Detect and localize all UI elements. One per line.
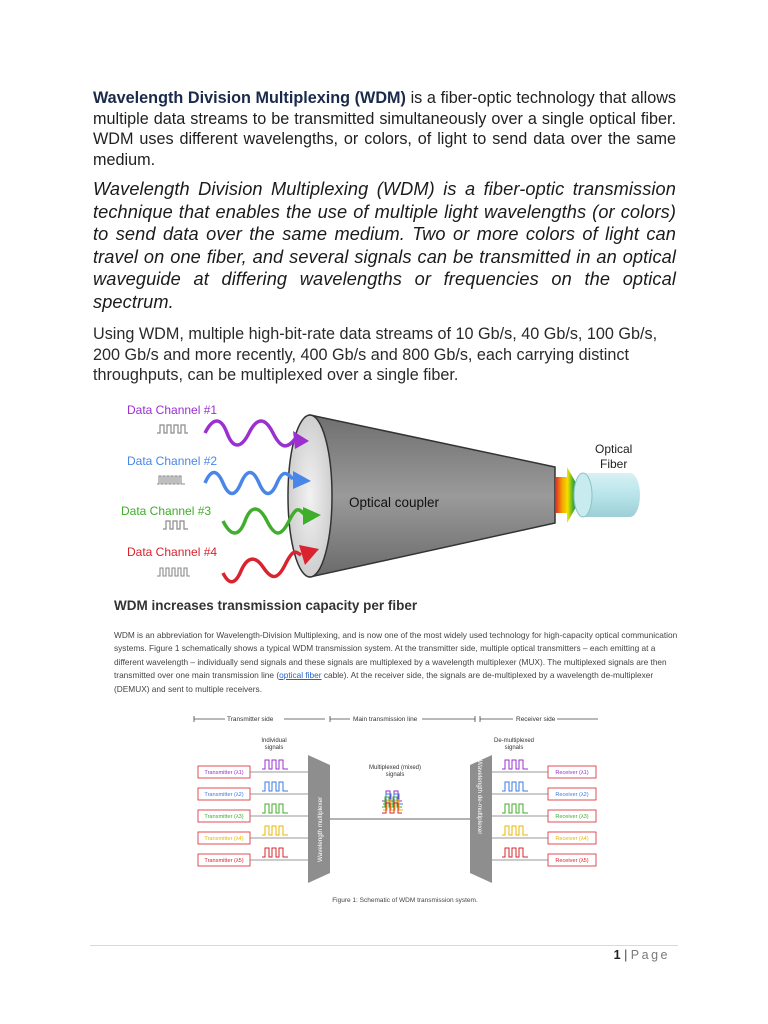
- channel-4: [127, 545, 319, 582]
- channel-2: [127, 454, 311, 494]
- mux-label: Wavelength multiplexer: [317, 796, 324, 862]
- mixed-signals-2: signals: [385, 772, 405, 778]
- transmitter-label-5: Transmitter (λ5): [204, 858, 244, 864]
- channel-2-wave: [205, 473, 293, 494]
- rx-signal-4: [502, 826, 528, 835]
- individual-signals-2: signals: [264, 745, 284, 751]
- individual-signals-1: Individual: [261, 738, 287, 744]
- demux-signals-1: De-multiplexed: [493, 738, 535, 744]
- tx-signal-5: [262, 848, 288, 857]
- intro-term: Wavelength Division Multiplexing (WDM): [93, 89, 406, 107]
- mixed-signals-1: Multiplexed (mixed): [368, 765, 422, 771]
- tx-signal-3: [262, 804, 288, 813]
- optical-fiber-link[interactable]: optical fiber: [279, 670, 322, 681]
- rx-signal-1: [502, 760, 528, 769]
- rx-signal-3: [502, 804, 528, 813]
- receiver-label-2: Receiver (λ2): [555, 792, 589, 798]
- transmitter-label-4: Transmitter (λ4): [204, 836, 244, 842]
- receiver-label-1: Receiver (λ1): [555, 770, 589, 776]
- rx-signal-5: [502, 848, 528, 857]
- receiver-label-3: Receiver (λ3): [555, 814, 589, 820]
- fiber-label-2: Fiber: [600, 457, 628, 471]
- figure-caption: Figure 1: Schematic of WDM transmission system.: [332, 897, 478, 904]
- channel-2-pulses: [157, 476, 185, 484]
- mixed-signal-glyph: [382, 791, 403, 813]
- receiver-label-5: Receiver (λ5): [555, 858, 589, 864]
- channel-2-label: Data Channel #2: [127, 454, 218, 468]
- channel-4-wave: [223, 552, 301, 582]
- intro-text: is a fiber-optic technology that allows multiple data streams to be transmitted simultaneously over a single optical fiber. WDM uses different wavelengths, or colors, of light to send data over the same medium.: [93, 89, 676, 169]
- tx-signal-1: [262, 760, 288, 769]
- page-number: 1: [613, 948, 621, 962]
- wdm-section-heading: WDM increases transmission capacity per fiber: [114, 598, 418, 613]
- transmitter-label-3: Transmitter (λ3): [204, 814, 244, 820]
- wdm-body-part1: WDM is an abbreviation for Wavelength-Division Multiplexing, and is now one of the most widely used technology for high-capacity optical communication systems. Figure 1 schematically shows a typical WDM transmission system. At the transmitter side, multiple optical transmitters – each emitting at a different wavelength – individually send signals and these signals are multiplexed by a wavelength multiplexer (MUX). The multiplexed signals are then transmitted over one main transmission line (: [114, 630, 678, 681]
- optical-coupler-figure: [105, 395, 665, 595]
- transmitter-side-label: Transmitter side: [227, 716, 274, 723]
- wdm-body-part2: cable). At the receiver side, the signals are de-multiplexed by a wavelength de-multiplexer (DEMUX) and sent to multiple receivers.: [114, 670, 654, 694]
- fiber-label-1: Optical: [595, 442, 633, 456]
- channel-1: [127, 403, 309, 449]
- channel-3-pulses: [163, 521, 188, 529]
- receiver-label-4: Receiver (λ4): [555, 836, 589, 842]
- wdm-section-body: [114, 629, 684, 696]
- channel-4-pulses: [157, 568, 190, 576]
- channel-1-wave: [205, 421, 295, 446]
- tx-signal-2: [262, 782, 288, 791]
- rx-signal-2: [502, 782, 528, 791]
- page-separator: |: [620, 948, 631, 962]
- footer-divider: [90, 945, 678, 946]
- intro-paragraph: [93, 88, 676, 170]
- receiver-side-label: Receiver side: [516, 716, 556, 723]
- wdm-section-image: [100, 595, 712, 905]
- demux-signals-2: signals: [504, 745, 524, 751]
- wdm-schematic: [190, 705, 630, 905]
- channel-1-label: Data Channel #1: [127, 403, 218, 417]
- page-word: Page: [630, 948, 670, 962]
- channel-3-label: Data Channel #3: [121, 504, 212, 518]
- page-footer: [614, 948, 670, 962]
- main-line-label: Main transmission line: [353, 716, 418, 723]
- rates-paragraph: Using WDM, multiple high-bit-rate data streams of 10 Gb/s, 40 Gb/s, 100 Gb/s, 200 Gb/s and more recently, 400 Gb/s and 800 Gb/s, each carrying distinct throughputs, can be multiplexed over a single fiber.: [93, 325, 658, 384]
- demux-label: Wavelength de-multiplexer: [476, 760, 483, 835]
- schematic-header: [194, 716, 598, 723]
- channel-4-label: Data Channel #4: [127, 545, 218, 559]
- fiber-end: [574, 473, 592, 517]
- transmitter-label-2: Transmitter (λ2): [204, 792, 244, 798]
- tx-signal-4: [262, 826, 288, 835]
- channel-1-pulses: [157, 425, 188, 433]
- transmitter-label-1: Transmitter (λ1): [204, 770, 244, 776]
- coupler-label: Optical coupler: [349, 495, 440, 510]
- italic-paragraph: Wavelength Division Multiplexing (WDM) is a fiber-optic transmission technique that enables the use of multiple light wavelengths (or colors) to send data over the same medium. Two or more colors of light can travel on one fiber, and several signals can be transmitted in an optical waveguide at differing wavelengths or frequencies on the optical spectrum.: [93, 179, 676, 312]
